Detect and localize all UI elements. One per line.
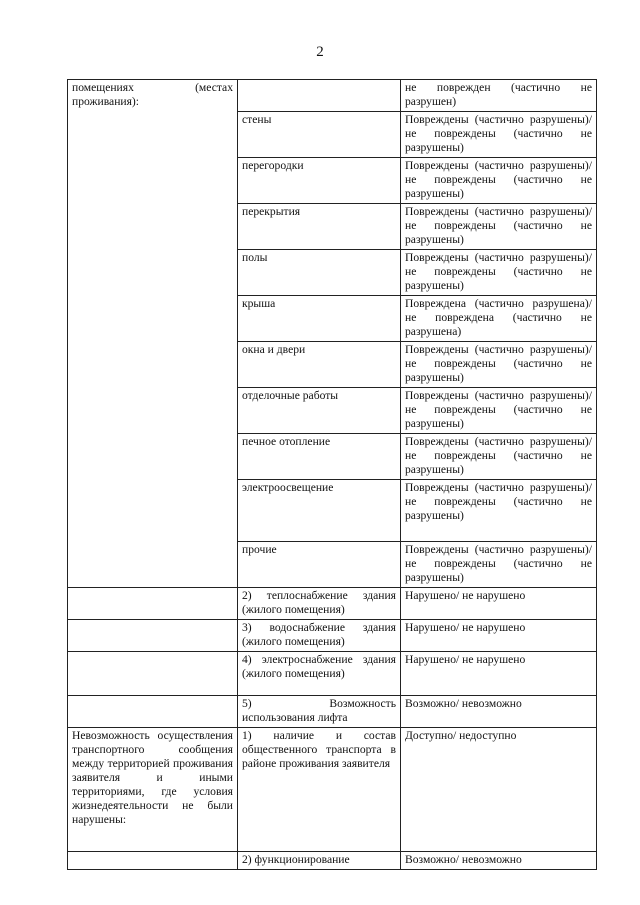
table-row	[68, 80, 597, 112]
table-row	[68, 696, 597, 728]
row-value: Повреждены (частично разрушены)/ не повреждены (частично не разрушены)	[401, 542, 597, 588]
section-label-empty	[68, 620, 238, 652]
row-label: 1) наличие и состав общественного транспорта в районе проживания заявителя	[238, 728, 401, 852]
table-row	[68, 652, 597, 696]
row-label: печное отопление	[238, 434, 401, 480]
row-label: отделочные работы	[238, 388, 401, 434]
section-label-empty	[68, 852, 238, 870]
section-label-empty	[68, 588, 238, 620]
row-label: перегородки	[238, 158, 401, 204]
row-label-empty	[238, 80, 401, 112]
row-label: стены	[238, 112, 401, 158]
row-label: прочие	[238, 542, 401, 588]
row-label: 5) Возможность использования лифта	[238, 696, 401, 728]
row-label: 3) водоснабжение здания (жилого помещения)	[238, 620, 401, 652]
row-value: Возможно/ невозможно	[401, 696, 597, 728]
row-value: Повреждены (частично разрушены)/ не повреждены (частично не разрушены)	[401, 342, 597, 388]
row-label: 4) электроснабжение здания (жилого помещения)	[238, 652, 401, 696]
row-value: Повреждены (частично разрушены)/ не повреждены (частично не разрушены)	[401, 112, 597, 158]
row-value: Нарушено/ не нарушено	[401, 588, 597, 620]
table-row	[68, 728, 597, 852]
row-value: Повреждены (частично разрушены)/ не повреждены (частично не разрушены)	[401, 434, 597, 480]
section-label-transport: Невозможность осуществления транспортного сообщения между территорией проживания заявителя и иными территориями, где условия жизнедеятельности не были нарушены:	[68, 728, 238, 852]
table-row	[68, 620, 597, 652]
row-value: Повреждены (частично разрушены)/ не повреждены (частично не разрушены)	[401, 204, 597, 250]
section-label-premises: помещениях (местах проживания):	[68, 80, 238, 588]
row-value: Возможно/ невозможно	[401, 852, 597, 870]
row-value: Повреждены (частично разрушены)/ не повреждены (частично не разрушены)	[401, 158, 597, 204]
row-value: Повреждена (частично разрушена)/ не повреждена (частично не разрушена)	[401, 296, 597, 342]
section-label-empty	[68, 696, 238, 728]
assessment-table	[67, 79, 597, 870]
row-label: 2) функционирование	[238, 852, 401, 870]
row-label: 2) теплоснабжение здания (жилого помещения)	[238, 588, 401, 620]
row-value: Нарушено/ не нарушено	[401, 620, 597, 652]
row-label: полы	[238, 250, 401, 296]
row-label: крыша	[238, 296, 401, 342]
row-value: Нарушено/ не нарушено	[401, 652, 597, 696]
row-value: Доступно/ недоступно	[401, 728, 597, 852]
row-value: не поврежден (частично не разрушен)	[401, 80, 597, 112]
row-value: Повреждены (частично разрушены)/ не повреждены (частично не разрушены)	[401, 250, 597, 296]
row-label: перекрытия	[238, 204, 401, 250]
table-row	[68, 588, 597, 620]
row-label: окна и двери	[238, 342, 401, 388]
section-label-empty	[68, 652, 238, 696]
page-number: 2	[316, 44, 324, 60]
table-row	[68, 852, 597, 870]
row-value: Повреждены (частично разрушены)/ не повреждены (частично не разрушены)	[401, 480, 597, 542]
row-value: Повреждены (частично разрушены)/ не повреждены (частично не разрушены)	[401, 388, 597, 434]
row-label: электроосвещение	[238, 480, 401, 542]
